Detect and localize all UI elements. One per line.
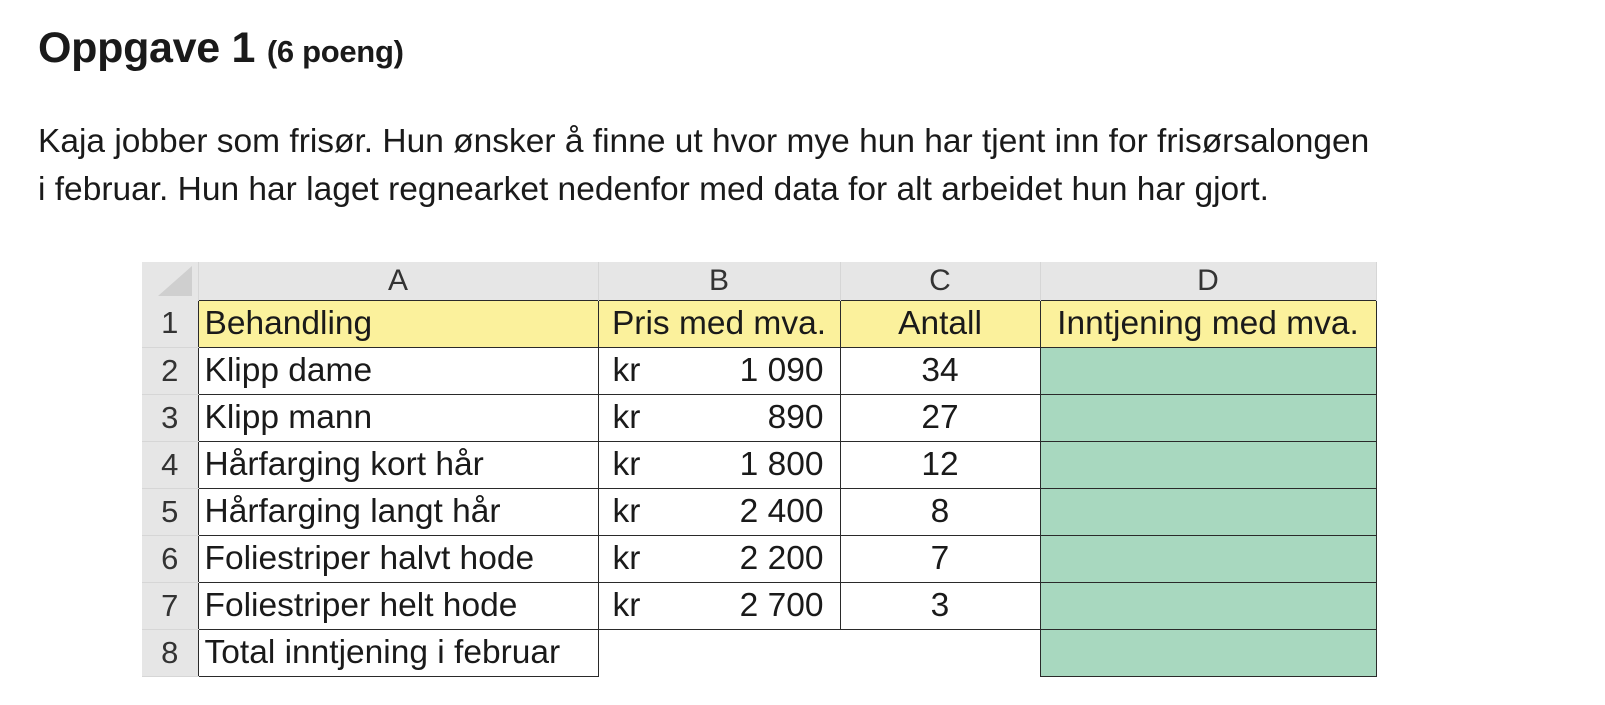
cell-pris[interactable] (598, 582, 840, 629)
column-header-a[interactable]: A (198, 262, 598, 300)
cell-pris[interactable] (598, 347, 840, 394)
column-header-c[interactable]: C (840, 262, 1040, 300)
cell-pris[interactable] (598, 535, 840, 582)
cell-pris[interactable] (598, 441, 840, 488)
price-value: 1 800 (739, 445, 824, 483)
task-intro (38, 118, 1558, 214)
row-number[interactable]: 6 (142, 535, 198, 582)
column-header-b[interactable]: B (598, 262, 840, 300)
table-row (142, 347, 1376, 394)
cell-behandling[interactable]: Foliestriper halvt hode (198, 535, 598, 582)
currency-label: kr (612, 539, 641, 577)
price-value: 2 400 (739, 492, 824, 530)
cell-behandling[interactable]: Hårfarging langt hår (198, 488, 598, 535)
cell-antall[interactable]: 34 (840, 347, 1040, 394)
currency-label: kr (612, 492, 641, 530)
corner-triangle-icon (158, 266, 192, 296)
cell-antall[interactable]: 8 (840, 488, 1040, 535)
header-behandling[interactable]: Behandling (198, 300, 598, 347)
intro-line-1: Kaja jobber som frisør. Hun ønsker å finne ut hvor mye hun har tjent inn for frisørsalongen (38, 123, 1370, 160)
intro-line-2: i februar. Hun har laget regnearket nedenfor med data for alt arbeidet hun har gjort. (38, 171, 1269, 208)
cell-inntjening-answer[interactable] (1040, 347, 1376, 394)
task-points: (6 poeng) (266, 34, 404, 69)
spreadsheet (142, 262, 1377, 677)
table-row (142, 535, 1376, 582)
row-number[interactable]: 2 (142, 347, 198, 394)
row-number[interactable]: 4 (142, 441, 198, 488)
currency-label: kr (612, 586, 641, 624)
header-inntjening[interactable]: Inntjening med mva. (1040, 300, 1376, 347)
column-header-d[interactable]: D (1040, 262, 1376, 300)
cell-behandling[interactable]: Klipp dame (198, 347, 598, 394)
empty-cell[interactable] (840, 629, 1040, 676)
cell-pris[interactable] (598, 394, 840, 441)
table-header-row (142, 300, 1376, 347)
table-row (142, 441, 1376, 488)
table-row (142, 488, 1376, 535)
row-number[interactable]: 3 (142, 394, 198, 441)
price-value: 1 090 (739, 351, 824, 389)
cell-antall[interactable]: 27 (840, 394, 1040, 441)
total-row (142, 629, 1376, 676)
cell-antall[interactable]: 12 (840, 441, 1040, 488)
cell-inntjening-answer[interactable] (1040, 582, 1376, 629)
price-value: 2 700 (739, 586, 824, 624)
price-value: 890 (767, 398, 824, 436)
cell-antall[interactable]: 7 (840, 535, 1040, 582)
cell-inntjening-answer[interactable] (1040, 394, 1376, 441)
total-label[interactable]: Total inntjening i februar (198, 629, 598, 676)
currency-label: kr (612, 351, 641, 389)
currency-label: kr (612, 445, 641, 483)
task-title (38, 18, 404, 82)
header-antall[interactable]: Antall (840, 300, 1040, 347)
select-all-corner[interactable] (142, 262, 198, 300)
cell-behandling[interactable]: Hårfarging kort hår (198, 441, 598, 488)
cell-inntjening-answer[interactable] (1040, 535, 1376, 582)
cell-antall[interactable]: 3 (840, 582, 1040, 629)
row-number[interactable]: 8 (142, 629, 198, 676)
row-number[interactable]: 5 (142, 488, 198, 535)
price-value: 2 200 (739, 539, 824, 577)
currency-label: kr (612, 398, 641, 436)
empty-cell[interactable] (598, 629, 840, 676)
task-title-text: Oppgave 1 (38, 24, 256, 72)
table-row (142, 582, 1376, 629)
cell-behandling[interactable]: Klipp mann (198, 394, 598, 441)
row-number[interactable]: 7 (142, 582, 198, 629)
cell-inntjening-answer[interactable] (1040, 441, 1376, 488)
cell-pris[interactable] (598, 488, 840, 535)
total-inntjening-answer[interactable] (1040, 629, 1376, 676)
table-row (142, 394, 1376, 441)
cell-inntjening-answer[interactable] (1040, 488, 1376, 535)
header-pris[interactable]: Pris med mva. (598, 300, 840, 347)
row-number[interactable]: 1 (142, 300, 198, 347)
column-header-row (142, 262, 1376, 300)
cell-behandling[interactable]: Foliestriper helt hode (198, 582, 598, 629)
